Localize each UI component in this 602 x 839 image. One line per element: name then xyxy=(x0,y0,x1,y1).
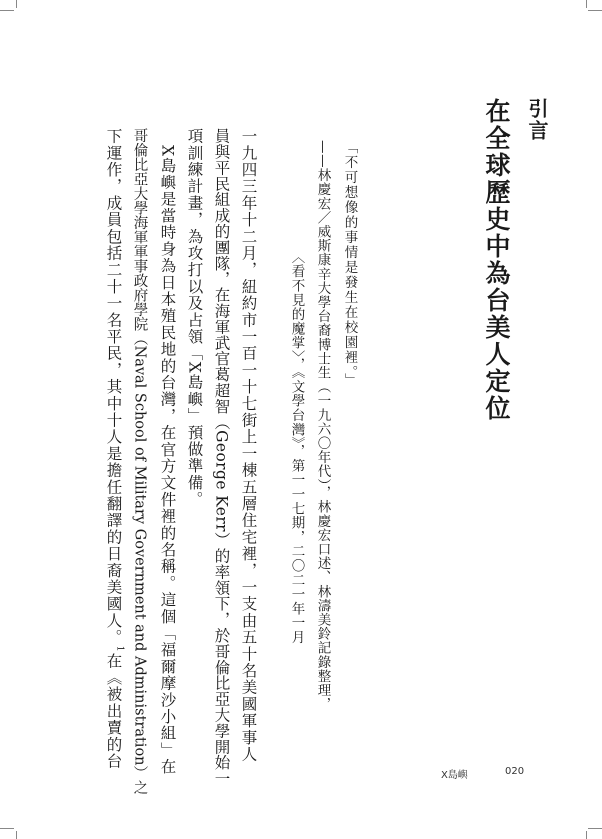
body-text-tail: 在《被出賣的台 xyxy=(104,652,123,770)
crop-mark-bottom-left-v xyxy=(16,831,17,839)
body-text: 下運作，成員包括二十一名平民，其中十人是擔任翻譯的日裔美國人。 xyxy=(104,128,123,646)
crop-mark-top-right xyxy=(588,10,602,11)
body-paragraph-1-line-2: 員與平民組成的團隊，在海軍武官葛超智（George Kerr）的率領下，於哥倫比亞大學開始一 xyxy=(212,128,231,787)
crop-mark-top-left xyxy=(0,10,14,11)
body-paragraph-1-line-3: 項訓練計畫，為攻打以及占領「X島嶼」預做準備。 xyxy=(185,128,204,508)
epigraph-attribution: ——林慶宏／威斯康辛大學台裔博士生（一九六〇年代），林慶宏口述、林濤美鈴記錄整理， xyxy=(314,140,331,712)
body-paragraph-1-line-1: 一九四三年十二月，紐約市一百一十七街上一棟五層住宅裡，一支由五十名美國軍事人 xyxy=(239,128,258,763)
body-paragraph-2-line-1: X島嶼是當時身為日本殖民地的台灣，在官方文件裡的名稱。這個「福爾摩沙小組」在 xyxy=(158,145,177,776)
body-paragraph-2-line-3 xyxy=(105,128,124,770)
crop-mark-bottom-right-v xyxy=(586,831,587,839)
crop-mark-bottom-left xyxy=(0,828,14,829)
epigraph-source: 〈看不見的魔掌〉，《文學台灣》，第一一七期，二〇二一年一月 xyxy=(288,250,305,645)
crop-mark-top-right-v xyxy=(586,0,587,8)
running-title: X島嶼 xyxy=(441,770,468,781)
page-number: 020 xyxy=(505,766,525,777)
crop-mark-top-left-v xyxy=(16,0,17,8)
chapter-title: 在全球歷史中為台美人定位 xyxy=(482,98,511,422)
chapter-label: 引言 xyxy=(525,98,549,142)
footnote-marker[interactable]: 1 xyxy=(114,645,125,653)
crop-mark-bottom-right xyxy=(588,828,602,829)
epigraph-quote: 「不可想像的事情是發生在校園裡。」 xyxy=(341,140,358,389)
body-paragraph-2-line-2: 哥倫比亞大學海軍軍事政府學院（Naval School of Military Government and Administration）之 xyxy=(131,128,148,795)
